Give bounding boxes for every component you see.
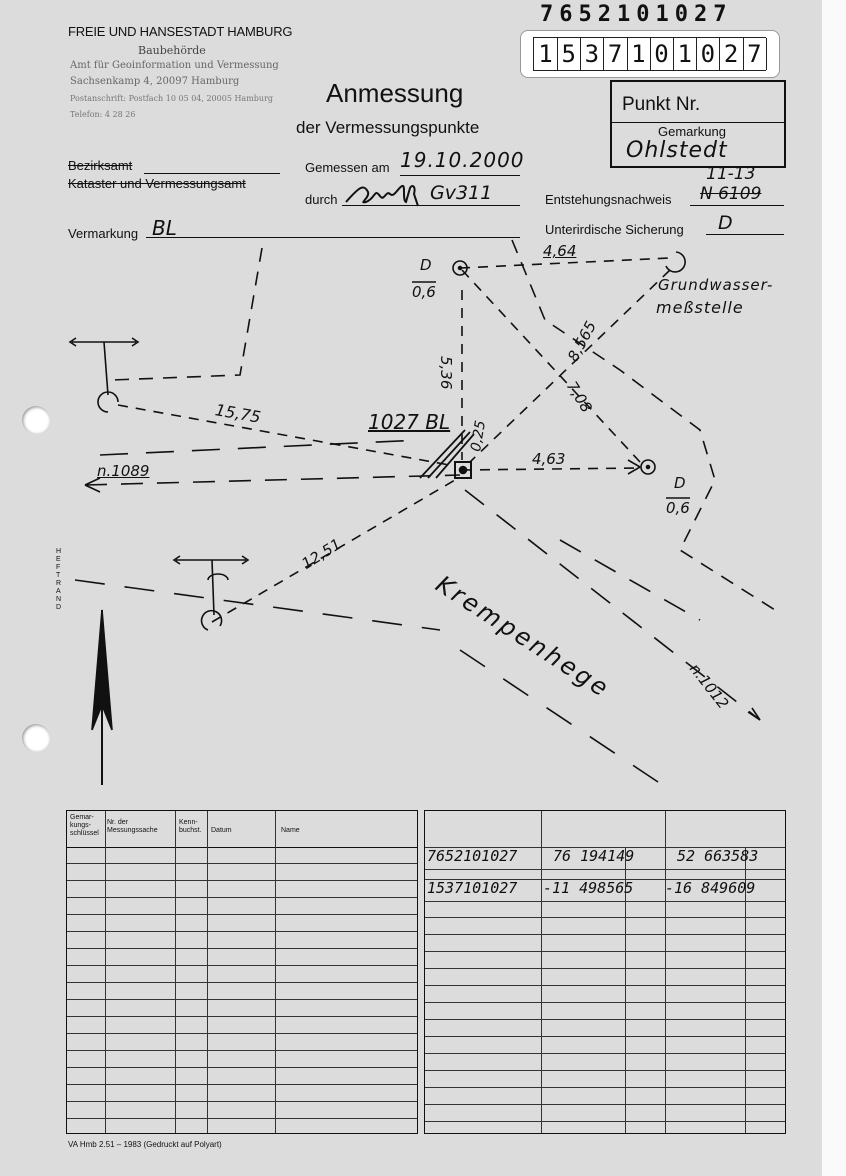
d-top-label: D — [420, 256, 432, 274]
d-right-label: D — [674, 474, 686, 492]
table-row-line — [67, 897, 417, 898]
gemessen-am-label: Gemessen am — [305, 160, 390, 175]
stamp-address: Sachsenkamp 4, 20097 Hamburg — [70, 76, 240, 87]
stamp-phone: Telefon: 4 28 26 — [70, 110, 136, 119]
unterirdisch-value: D — [718, 212, 733, 234]
street-name: Krempenhege — [430, 570, 616, 704]
unterirdisch-label: Unterirdische Sicherung — [545, 222, 684, 237]
point-number-digit: 3 — [580, 38, 604, 70]
table-row-line — [67, 1016, 417, 1017]
table-row-line — [425, 917, 785, 918]
table-row-line — [425, 985, 785, 986]
punkt-nr-label: Punkt Nr. — [622, 94, 701, 115]
col-name: Name — [281, 827, 300, 834]
table-row-line — [425, 1019, 785, 1020]
table-row-line — [425, 934, 785, 935]
form-id: VA Hmb 2.51 – 1983 (Gedruckt auf Polyart) — [68, 1140, 222, 1149]
coord-row2-y: -16 849609 — [665, 879, 756, 897]
table-row-line — [425, 1070, 785, 1071]
point-label: 1027 BL — [368, 410, 451, 434]
punch-hole — [22, 406, 50, 434]
coord-row2-id: 1537101027 — [427, 879, 518, 897]
table-row-line — [67, 1118, 417, 1119]
table-row-line — [425, 901, 785, 902]
gemessen-am-value: 19.10.2000 — [400, 148, 525, 172]
col-kennbuchst: Kenn-buchst. — [179, 819, 202, 834]
table-row-line — [425, 968, 785, 969]
table-row-line — [425, 1087, 785, 1088]
durch-label: durch — [305, 192, 338, 207]
table-row-line — [67, 1101, 417, 1102]
table-row-line — [425, 1104, 785, 1105]
table-row-line — [425, 1053, 785, 1054]
table-row-line — [425, 1036, 785, 1037]
point-number-digit: 5 — [557, 38, 581, 70]
table-row-line — [425, 951, 785, 952]
dist-4-64: 4,64 — [543, 242, 577, 260]
coordinate-table — [424, 810, 786, 1134]
bezirksamt-label: Bezirksamt — [68, 158, 133, 173]
point-number-digit: 1 — [627, 38, 651, 70]
stamp-department: Baubehörde — [138, 44, 206, 57]
point-number-digit: 2 — [720, 38, 744, 70]
dist-15-75: 15,75 — [213, 400, 263, 427]
table-row-line — [67, 1084, 417, 1085]
entstehung-correction: 11-13 — [706, 164, 756, 184]
coord-row1-x: 76 194149 — [553, 847, 635, 865]
table-row-line — [425, 1121, 785, 1122]
gemarkung-value: Ohlstedt — [626, 138, 728, 163]
measurement-table-header — [67, 811, 417, 848]
point-number-digit: 7 — [743, 38, 767, 70]
stamp-office: Amt für Geoinformation und Vermessung — [70, 60, 279, 71]
coord-row1-y: 52 663583 — [677, 847, 759, 865]
point-number-digit: 7 — [604, 38, 628, 70]
well-label-line2: meßstelle — [656, 298, 744, 317]
table-row-line — [67, 1050, 417, 1051]
col-gemarkung: Gemar-kungs-schlüssel — [70, 814, 99, 837]
dist-0-25: 0,25 — [468, 419, 490, 453]
table-row-line — [67, 965, 417, 966]
table-row-line — [67, 982, 417, 983]
point-number-digit: 0 — [650, 38, 674, 70]
coord-row2-x: -11 498565 — [543, 879, 634, 897]
stamp-postal: Postanschrift: Postfach 10 05 04, 20005 Hamburg — [70, 94, 274, 103]
form-subtitle: der Vermessungspunkte — [296, 118, 480, 137]
dist-7-08: 7,08 — [562, 378, 596, 416]
table-row-line — [67, 999, 417, 1000]
coord-row1-id: 7652101027 — [427, 847, 518, 865]
table-row-line — [67, 948, 417, 949]
col-datum: Datum — [211, 827, 232, 834]
dist-4-63: 4,63 — [532, 450, 566, 468]
table-row-line — [425, 869, 785, 870]
durch-value: Gv311 — [430, 182, 493, 204]
punch-hole — [22, 724, 50, 752]
table-row-line — [67, 863, 417, 864]
table-row-line — [67, 880, 417, 881]
table-row-line — [67, 931, 417, 932]
entstehung-label: Entstehungsnachweis — [545, 192, 672, 207]
well-label-line1: Grundwasser- — [658, 276, 774, 294]
d-right-depth: 0,6 — [666, 499, 690, 517]
measurement-table — [66, 810, 418, 1134]
point-number-digit: 1 — [673, 38, 697, 70]
point-number-digit: 1 — [534, 38, 558, 70]
heftrand-label: HEFTRAND — [56, 548, 62, 611]
vermarkung-label: Vermarkung — [68, 226, 139, 241]
table-row-line — [425, 1002, 785, 1003]
col-messungssache: Nr. der Messungssache — [107, 819, 158, 834]
dist-5-36: 5,36 — [437, 356, 455, 390]
point-number-digit: 0 — [696, 38, 720, 70]
table-row-line — [67, 1067, 417, 1068]
entstehung-value: N 6109 — [700, 184, 762, 204]
top-number: 7652101027 — [540, 2, 733, 27]
d-top-depth: 0,6 — [412, 283, 436, 301]
kataster-label: Kataster und Vermessungsamt — [68, 176, 246, 191]
gemarkung-label: Gemarkung — [658, 124, 726, 139]
vermarkung-value: BL — [152, 216, 177, 240]
table-row-line — [67, 1033, 417, 1034]
table-row-line — [67, 914, 417, 915]
ref-1012: n.1012 — [685, 660, 733, 713]
stamp-authority: FREIE UND HANSESTADT HAMBURG — [68, 24, 293, 39]
dist-8-565: 8,565 — [564, 318, 601, 365]
form-title: Anmessung — [326, 78, 464, 108]
dist-12-51: 12,51 — [298, 534, 345, 574]
ref-1089: n.1089 — [97, 462, 150, 480]
